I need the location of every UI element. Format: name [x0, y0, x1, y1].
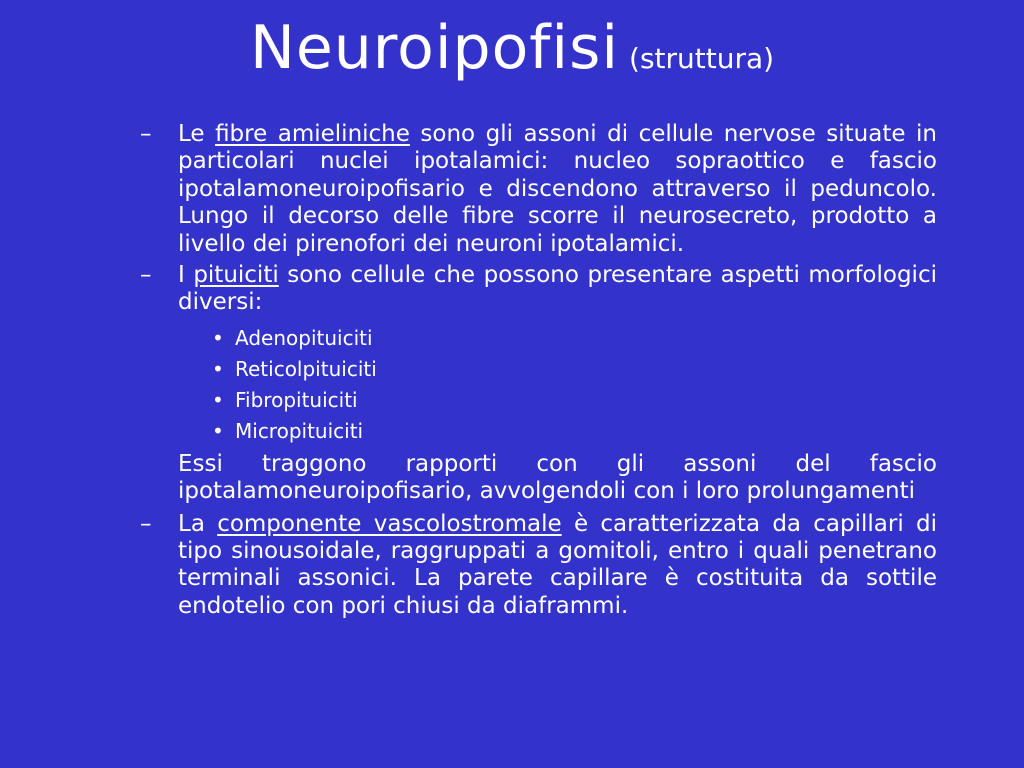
dash-marker: –: [140, 510, 152, 537]
bullet-text-post: sono cellule che possono presentare aspetti morfologici diversi:: [178, 262, 937, 316]
bullet-componente-vascolostromale: [140, 511, 937, 621]
sub-bullet-item: [212, 323, 937, 354]
bullet-pituiciti: [140, 262, 937, 317]
dash-marker: –: [140, 262, 152, 289]
bullet-text-pre: Le: [178, 121, 216, 147]
sub-bullet-text: Micropituiciti: [235, 418, 364, 443]
bullet-dot: •: [212, 387, 224, 412]
bullet-fibre-amieliniche: [140, 121, 937, 258]
bullet-text-pre: I: [178, 262, 194, 289]
dash-marker: –: [140, 121, 152, 147]
title-main: Neuroipofisi: [249, 13, 620, 83]
bullet-dot: •: [212, 356, 224, 381]
underlined-term: componente vascolostromale: [217, 510, 562, 537]
sub-bullet-list: [140, 323, 937, 447]
sub-bullet-text: Fibropituiciti: [235, 387, 358, 412]
sub-bullet-item: [212, 416, 937, 447]
bullet-text-pre: La: [178, 510, 218, 537]
sub-bullet-item: [212, 385, 937, 416]
underlined-term: pituiciti: [193, 262, 279, 289]
paragraph-essi: Essi traggono rapporti con gli assoni del fascio ipotalamoneuroipofisario, avvolgendoli con i loro prolungamenti: [178, 450, 937, 505]
sub-bullet-text: Adenopituiciti: [235, 325, 373, 350]
sub-bullet-text: Reticolpituiciti: [235, 356, 377, 381]
sub-bullet-item: [212, 354, 937, 385]
bullet-text-post: sono gli assoni di cellule nervose situate in particolari nuclei ipotalamici: nucleo sopraottico e fascio ipotalamoneuroipofisario e discendono attraverso il peduncolo. Lungo il decorso delle fibre scorre il neurosecreto, prodotto a livello dei pirenofori dei neuroni ipotalamici.: [178, 121, 937, 257]
title-subtitle: (struttura): [629, 42, 775, 75]
slide-content: [140, 121, 937, 624]
bullet-text-post: è caratterizzata da capillari di tipo sinousoidale, raggruppati a gomitoli, entro i quali penetrano terminali assonici. La parete capillare è costituita da sottile endotelio con pori chiusi da diaframmi.: [178, 510, 937, 619]
bullet-dot: •: [212, 418, 224, 443]
bullet-dot: •: [212, 325, 224, 350]
slide-title: [0, 13, 1024, 83]
underlined-term: fibre amieliniche: [215, 121, 410, 147]
